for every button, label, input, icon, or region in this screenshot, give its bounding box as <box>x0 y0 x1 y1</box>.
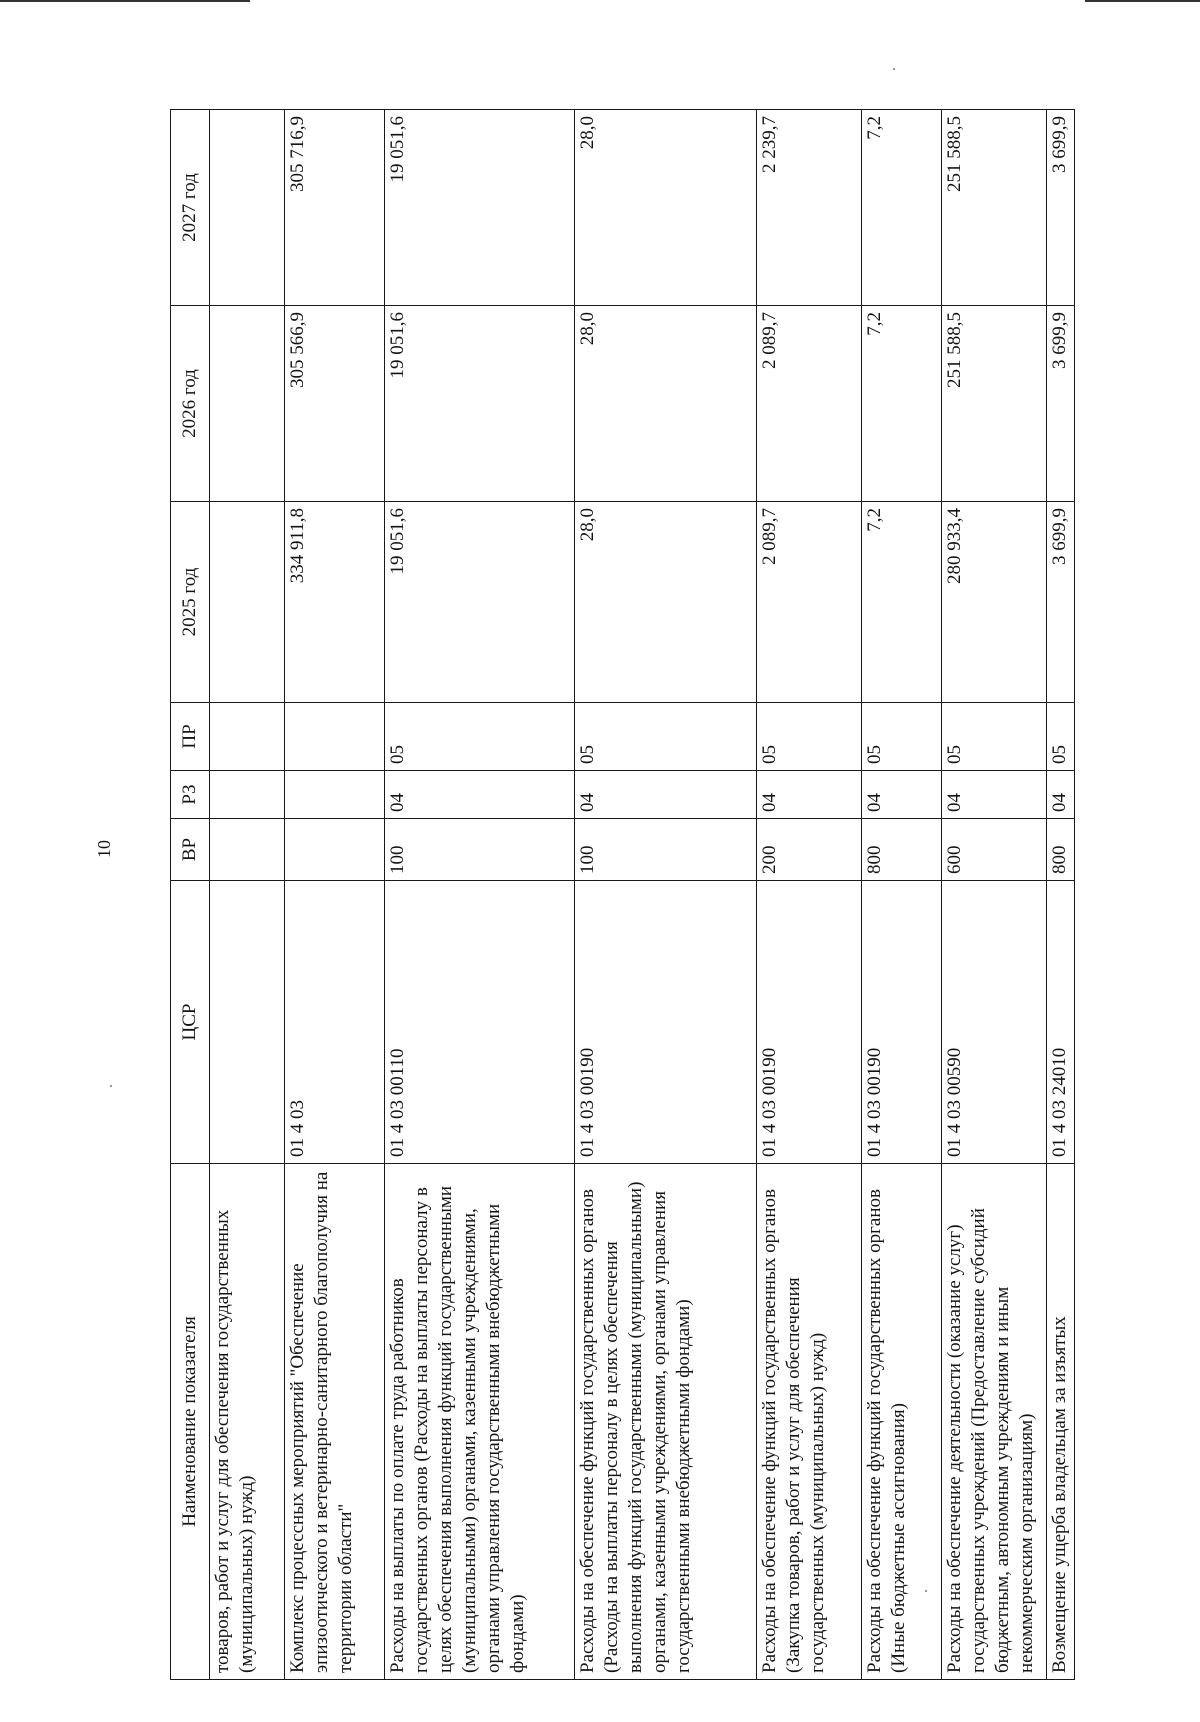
cell-name: Расходы на обеспечение функций государственных органов (Расходы на выплаты персоналу в целях обеспечения выполнения функций государственными (муниципальными) органами, казенными учреждениями, органами управления государственными внебюджетными фондами) <box>575 1164 757 1680</box>
cell-2027: 305 716,9 <box>285 110 385 306</box>
cell-2026: 305 566,9 <box>285 306 385 502</box>
cell-csr <box>210 881 285 1164</box>
top-edge-rule-right <box>1085 0 1200 2</box>
header-rz: РЗ <box>171 771 210 819</box>
table-row <box>285 110 385 1680</box>
header-vr: ВР <box>171 819 210 881</box>
cell-pr: 05 <box>862 703 942 771</box>
table-row <box>575 110 757 1680</box>
cell-name: Расходы на обеспечение деятельности (оказание услуг) государственных учреждений (Предоставление субсидий бюджетным, автономным учреждениям и иным некоммерческим организациям) <box>942 1164 1047 1680</box>
cell-2026: 7,2 <box>862 306 942 502</box>
header-pr: ПР <box>171 703 210 771</box>
cell-2026: 19 051,6 <box>385 306 575 502</box>
cell-2026 <box>210 306 285 502</box>
cell-2027: 3 699,9 <box>1047 110 1075 306</box>
cell-rz: 04 <box>385 771 575 819</box>
cell-2027: 28,0 <box>575 110 757 306</box>
cell-csr: 01 4 03 00110 <box>385 881 575 1164</box>
cell-csr: 01 4 03 00590 <box>942 881 1047 1164</box>
cell-2027: 19 051,6 <box>385 110 575 306</box>
cell-rz: 04 <box>1047 771 1075 819</box>
cell-2027: 251 588,5 <box>942 110 1047 306</box>
cell-2025: 280 933,4 <box>942 502 1047 703</box>
cell-2027: 7,2 <box>862 110 942 306</box>
cell-name: Расходы на обеспечение функций государственных органов (Иные бюджетные ассигнования) <box>862 1164 942 1680</box>
cell-vr: 800 <box>1047 819 1075 881</box>
cell-vr: 100 <box>385 819 575 881</box>
cell-csr: 01 4 03 24010 <box>1047 881 1075 1164</box>
cell-csr: 01 4 03 00190 <box>575 881 757 1164</box>
cell-csr: 01 4 03 <box>285 881 385 1164</box>
cell-name: Расходы на выплаты по оплате труда работников государственных органов (Расходы на выплаты персоналу в целях обеспечения выполнения функций государственными (муниципальными) органами, казенными учреждениями, органами управления государственными внебюджетными фондами) <box>385 1164 575 1680</box>
table-row <box>210 110 285 1680</box>
rotated-table-canvas <box>170 110 1070 1680</box>
table-row <box>757 110 862 1680</box>
cell-rz: 04 <box>575 771 757 819</box>
header-2025: 2025 год <box>171 502 210 703</box>
cell-name: Расходы на обеспечение функций государственных органов (Закупка товаров, работ и услуг для обеспечения государственных (муниципальных) нужд) <box>757 1164 862 1680</box>
cell-pr: 05 <box>942 703 1047 771</box>
cell-name: Комплекс процессных мероприятий "Обеспечение эпизоотического и ветеринарно-санитарного благополучия на территории области" <box>285 1164 385 1680</box>
cell-2026: 251 588,5 <box>942 306 1047 502</box>
cell-2025: 3 699,9 <box>1047 502 1075 703</box>
table-row <box>1047 110 1075 1680</box>
page-number: 10 <box>94 840 114 858</box>
cell-2025: 19 051,6 <box>385 502 575 703</box>
cell-rz: 04 <box>942 771 1047 819</box>
cell-csr: 01 4 03 00190 <box>862 881 942 1164</box>
header-2026: 2026 год <box>171 306 210 502</box>
cell-2026: 3 699,9 <box>1047 306 1075 502</box>
budget-table <box>170 109 1075 1680</box>
cell-rz <box>285 771 385 819</box>
table-header-row <box>171 110 210 1680</box>
cell-2027: 2 239,7 <box>757 110 862 306</box>
cell-2025: 2 089,7 <box>757 502 862 703</box>
top-edge-rule-left <box>0 0 250 2</box>
cell-rz: 04 <box>757 771 862 819</box>
cell-rz: 04 <box>862 771 942 819</box>
cell-pr: 05 <box>385 703 575 771</box>
table-row <box>862 110 942 1680</box>
cell-vr <box>285 819 385 881</box>
cell-pr: 05 <box>575 703 757 771</box>
cell-name: товаров, работ и услуг для обеспечения государственных (муниципальных) нужд) <box>210 1164 285 1680</box>
cell-2025: 28,0 <box>575 502 757 703</box>
cell-vr: 200 <box>757 819 862 881</box>
cell-pr <box>210 703 285 771</box>
cell-2026: 28,0 <box>575 306 757 502</box>
scan-speck <box>893 68 895 70</box>
scan-speck <box>110 1085 112 1087</box>
cell-csr: 01 4 03 00190 <box>757 881 862 1164</box>
cell-vr: 100 <box>575 819 757 881</box>
cell-pr <box>285 703 385 771</box>
cell-vr: 600 <box>942 819 1047 881</box>
cell-2025: 7,2 <box>862 502 942 703</box>
cell-pr: 05 <box>757 703 862 771</box>
cell-2025 <box>210 502 285 703</box>
cell-vr <box>210 819 285 881</box>
cell-pr: 05 <box>1047 703 1075 771</box>
cell-vr: 800 <box>862 819 942 881</box>
cell-2027 <box>210 110 285 306</box>
cell-2026: 2 089,7 <box>757 306 862 502</box>
cell-2025: 334 911,8 <box>285 502 385 703</box>
table-row <box>942 110 1047 1680</box>
cell-name: Возмещение ущерба владельцам за изъятых <box>1047 1164 1075 1680</box>
table-row <box>385 110 575 1680</box>
rotated-table-frame <box>170 110 1070 1680</box>
cell-rz <box>210 771 285 819</box>
header-name: Наименование показателя <box>171 1164 210 1680</box>
header-2027: 2027 год <box>171 110 210 306</box>
header-csr: ЦСР <box>171 881 210 1164</box>
